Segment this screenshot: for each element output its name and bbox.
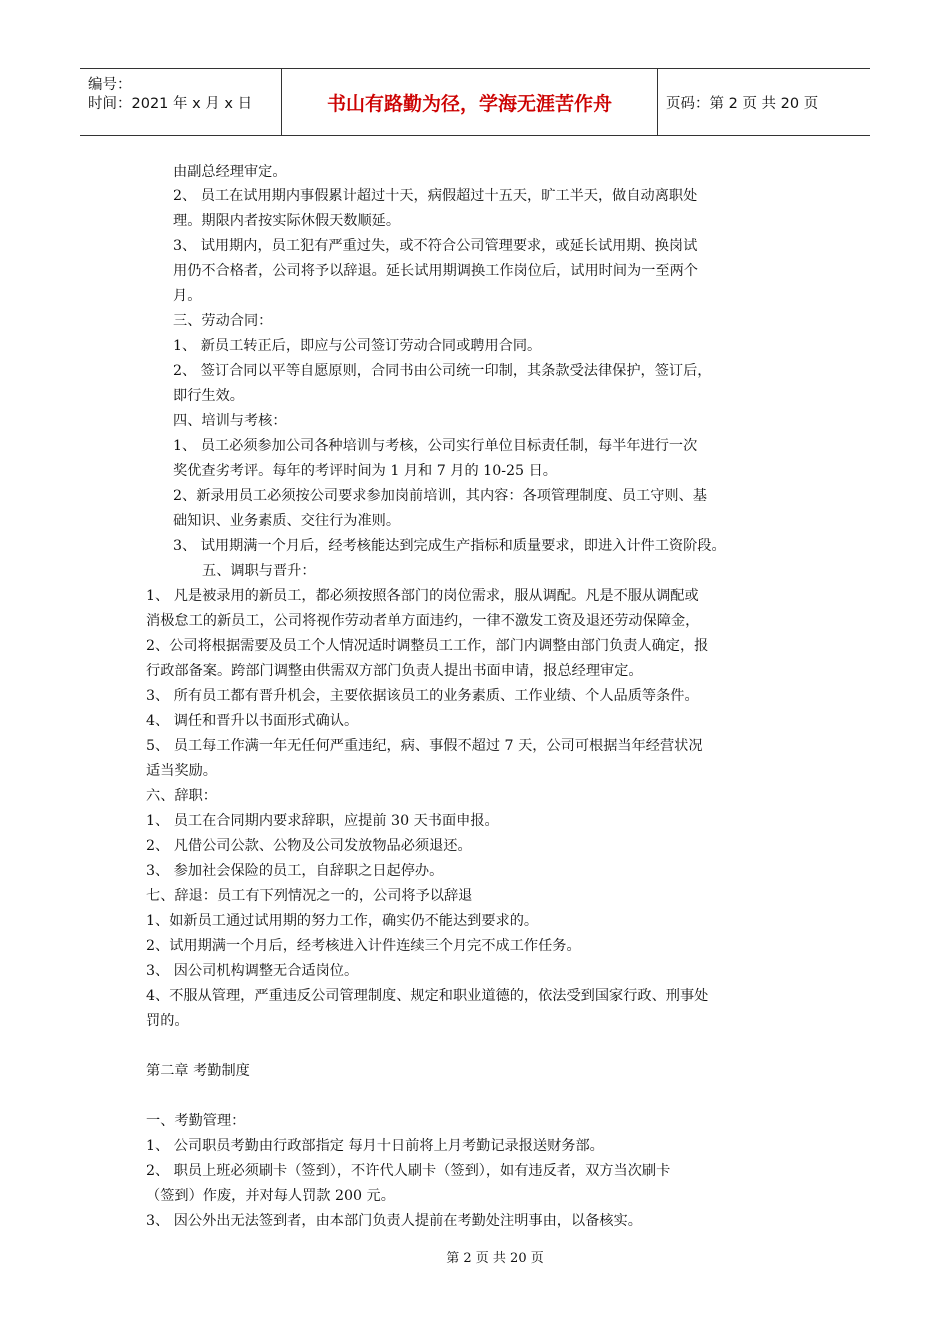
text-line: 3、 参加社会保险的员工，自辞职之日起停办。 — [146, 863, 444, 879]
text-line: 用仍不合格者，公司将予以辞退。延长试用期调换工作岗位后，试用时间为一至两个 — [173, 263, 698, 279]
section-heading: 一、考勤管理： — [146, 1113, 246, 1129]
text-line: 由副总经理审定。 — [173, 164, 287, 180]
text-line: 3、 所有员工都有晋升机会，主要依据该员工的业务素质、工作业绩、个人品质等条件。 — [146, 688, 699, 704]
document-number-label: 编号： — [88, 77, 132, 93]
text-line: 4、不服从管理，严重违反公司管理制度、规定和职业道德的，依法受到国家行政、刑事处 — [146, 988, 709, 1004]
text-line: 1、 新员工转正后，即应与公司签订劳动合同或聘用合同。 — [173, 338, 542, 354]
text-line: 1、 凡是被录用的新员工，都必须按照各部门的岗位需求，服从调配。凡是不服从调配或 — [146, 588, 699, 604]
text-line: 2、 员工在试用期内事假累计超过十天，病假超过十五天，旷工半天，做自动离职处 — [173, 188, 698, 204]
text-line: 础知识、业务素质、交往行为准则。 — [173, 513, 401, 529]
section-heading: 四、培训与考核： — [173, 413, 287, 429]
text-line: 5、 员工每工作满一年无任何严重违纪，病、事假不超过 7 天，公司可根据当年经营状况 — [146, 738, 703, 754]
text-line: 2、新录用员工必须按公司要求参加岗前培训，其内容：各项管理制度、员工守则、基 — [173, 488, 707, 504]
chapter-heading: 第二章 考勤制度 — [146, 1063, 250, 1079]
text-line: 2、 职员上班必须刷卡（签到），不许代人刷卡（签到），如有违反者，双方当次刷卡 — [146, 1163, 671, 1179]
section-heading: 六、辞职： — [146, 788, 217, 804]
page-header — [80, 68, 870, 136]
text-line: 消极怠工的新员工，公司将视作劳动者单方面违约，一律不激发工资及退还劳动保障金， — [146, 613, 700, 629]
text-line: 3、 因公司机构调整无合适岗位。 — [146, 963, 359, 979]
header-motto: 书山有路勤为径，学海无涯苦作舟 — [282, 69, 658, 135]
header-meta-cell — [80, 69, 282, 135]
text-line: 4、 调任和晋升以书面形式确认。 — [146, 713, 359, 729]
text-line: 2、 签订合同以平等自愿原则，合同书由公司统一印制，其条款受法律保护，签订后， — [173, 363, 712, 379]
text-line: 3、 试用期满一个月后，经考核能达到完成生产指标和质量要求，即进入计件工资阶段。 — [173, 538, 726, 554]
text-line: （签到）作废，并对每人罚款 200 元。 — [146, 1188, 395, 1204]
text-line: 1、 员工在合同期内要求辞职，应提前 30 天书面申报。 — [146, 813, 499, 829]
section-heading: 七、辞退：员工有下列情况之一的，公司将予以辞退 — [146, 888, 473, 904]
text-line: 2、试用期满一个月后，经考核进入计件连续三个月完不成工作任务。 — [146, 938, 581, 954]
text-line: 即行生效。 — [173, 388, 244, 404]
text-line: 月。 — [173, 288, 202, 304]
text-line: 3、 因公外出无法签到者，由本部门负责人提前在考勤处注明事由，以备核实。 — [146, 1213, 642, 1229]
text-line: 行政部备案。跨部门调整由供需双方部门负责人提出书面申请，报总经理审定。 — [146, 663, 643, 679]
section-heading: 五、调职与晋升： — [202, 563, 316, 579]
text-line: 罚的。 — [146, 1013, 189, 1029]
text-line: 2、 凡借公司公款、公物及公司发放物品必须退还。 — [146, 838, 472, 854]
text-line: 2、公司将根据需要及员工个人情况适时调整员工工作，部门内调整由部门负责人确定，报 — [146, 638, 709, 654]
text-line: 1、 公司职员考勤由行政部指定 每月十日前将上月考勤记录报送财务部。 — [146, 1138, 604, 1154]
text-line: 理。期限内者按实际休假天数顺延。 — [173, 213, 401, 229]
header-page-number: 页码：第 2 页 共 20 页 — [666, 95, 819, 112]
text-line: 适当奖励。 — [146, 763, 217, 779]
page-footer: 第 2 页 共 20 页 — [446, 1251, 544, 1266]
section-heading: 三、劳动合同： — [173, 313, 273, 329]
text-line: 1、如新员工通过试用期的努力工作，确实仍不能达到要求的。 — [146, 913, 539, 929]
document-date-label: 时间：2021 年 x 月 x 日 — [88, 96, 253, 112]
text-line: 3、 试用期内，员工犯有严重过失，或不符合公司管理要求，或延长试用期、换岗试 — [173, 238, 698, 254]
text-line: 奖优查劣考评。每年的考评时间为 1 月和 7 月的 10-25 日。 — [173, 463, 557, 479]
text-line: 1、 员工必须参加公司各种培训与考核，公司实行单位目标责任制，每半年进行一次 — [173, 438, 698, 454]
